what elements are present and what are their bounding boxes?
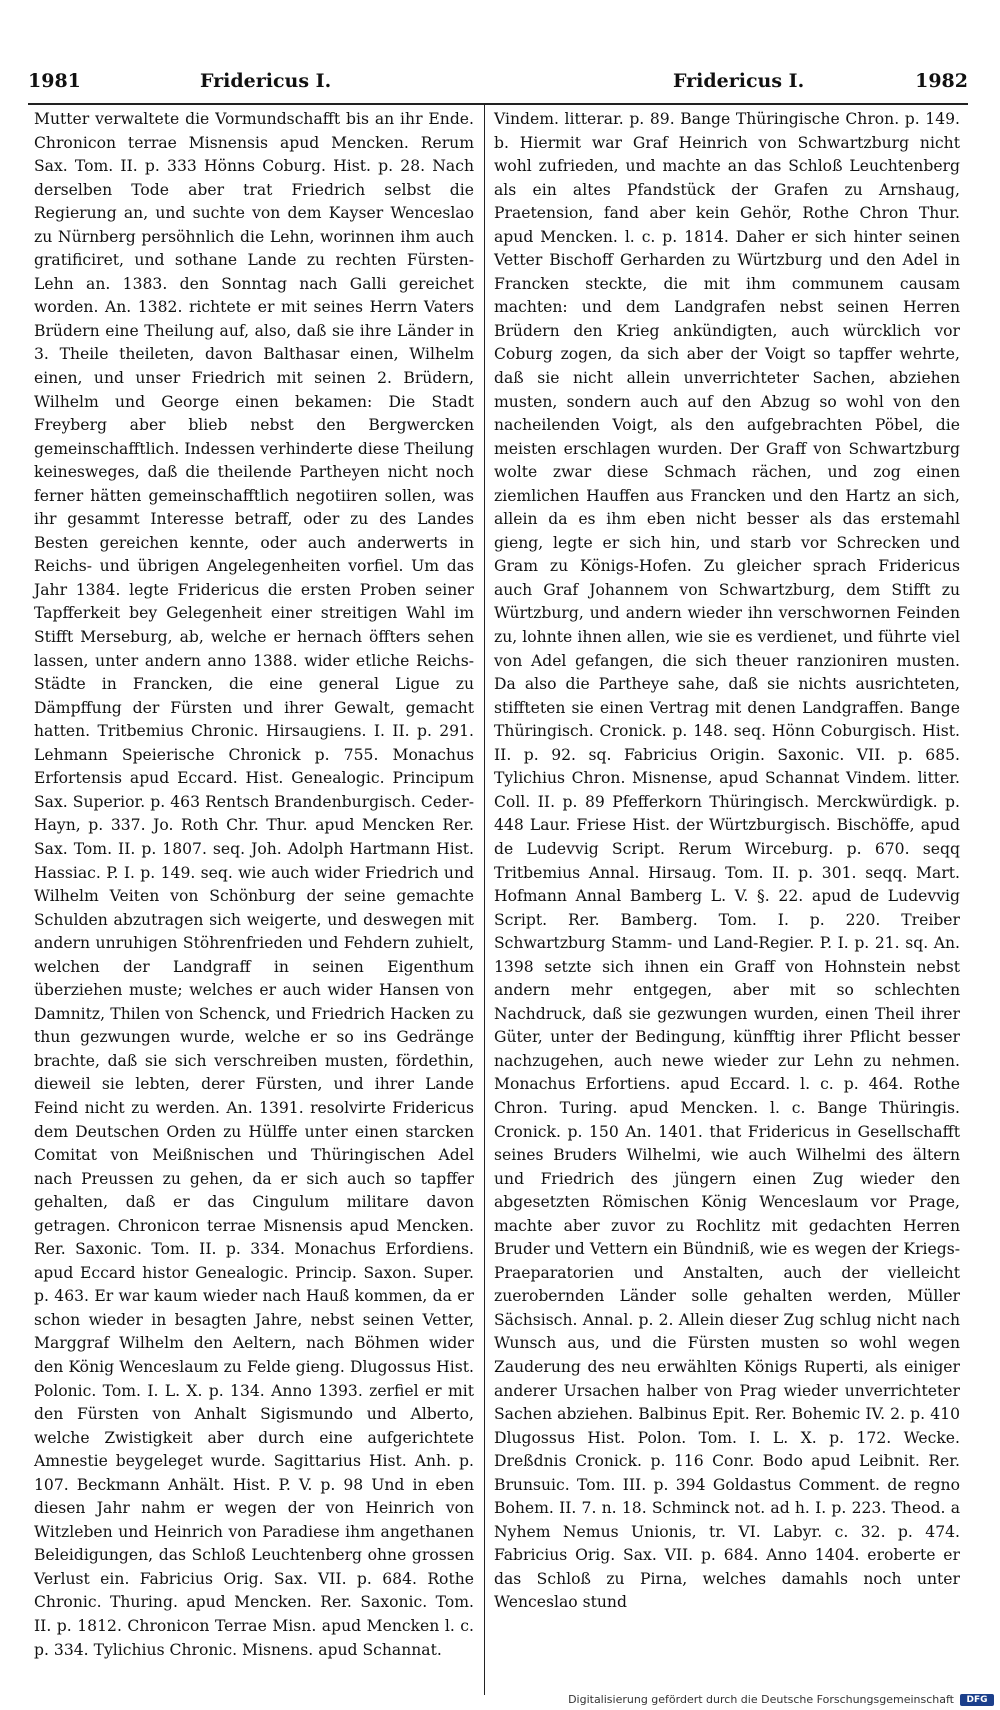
- left-column-text: Mutter verwaltete die Vormundschafft bis an ihr Ende. Chronicon terrae Misnensis apud Mencken. Rerum Sax. Tom. II. p. 333 Hönns Coburg. Hist. p. 28. Nach derselben Tode aber trat Friedrich selbst die Regierung an, und suchte von dem Kayser Wenceslao zu Nürnberg persöhnlich die Lehn, worinnen ihm auch gratificiret, und sothane Lande zu rechten Fürsten-Lehn an. 1383. den Sonntag nach Galli gereichet worden. An. 1382. richtete er mit seines Herrn Vaters Brüdern eine Theilung auf, also, daß sie ihre Länder in 3. Theile theileten, davon Balthasar einen, Wilhelm einen, und unser Friedrich mit seinen 2. Brüdern, Wilhelm und George einen bekamen: Die Stadt Freyberg aber blieb nebst den Bergwercken gemeinschafftlich. Indessen verhinderte diese Theilung keinesweges, daß die theilende Partheyen nicht noch ferner hätten gemeinschafftlich negotiiren sollen, was ihr gesammt Interesse betraff, oder zu des Landes Besten gereichen kennte, oder auch anderwerts in Reichs- und übrigen Angelegenheiten vorfiel. Um das Jahr 1384. legte Fridericus die ersten Proben seiner Tapfferkeit bey Gelegenheit einer streitigen Wahl im Stifft Merseburg, ab, welche er hernach öffters sehen lassen, unter andern anno 1388. wider etliche Reichs-Städte in Francken, die eine general Ligue zu Dämpffung der Fürsten und ihrer Gewalt, gemacht hatten. Tritbemius Chronic. Hirsaugiens. I. II. p. 291. Lehmann Speierische Chronick p. 755. Monachus Erfortensis apud Eccard. Hist. Genealogic. Principum Sax. Superior. p. 463 Rentsch Brandenburgisch. Ceder-Hayn, p. 337. Jo. Roth Chr. Thur. apud Mencken Rer. Sax. Tom. II. p. 1807. seq. Joh. Adolph Hartmann Hist. Hassiac. P. I. p. 149. seq. wie auch wider Friedrich und Wilhelm Veiten von Schönburg der seine gemachte Schulden abzutragen sich weigerte, und deswegen mit andern unruhigen Stöhrenfrieden und Fehdern zuhielt, welchen der Landgraff in seinen Eigenthum überziehen muste; welches er auch wider Hansen von Damnitz, Thilen von Schenck, und Friedrich Hacken zu thun gezwungen wurde, welche er so ins Gedränge brachte, daß sie sich verschreiben musten, fördethin, dieweil sie lebten, derer Fürsten, und ihrer Lande Feind nicht zu werden. An. 1391. resolvirte Fridericus dem Deutschen Orden zu Hülffe unter einen starcken Comitat von Meißnischen und Thüringischen Adel nach Preussen zu gehen, da er sich auch so tapffer gehalten, daß er das Cingulum militare davon getragen. Chronicon terrae Misnensis apud Mencken. Rer. Saxonic. Tom. II. p. 334. Monachus Erfordiens. apud Eccard histor Genealogic. Princip. Saxon. Super. p. 463. Er war kaum wieder nach Hauß kommen, da er schon wieder in besagten Jahre, nebst seinen Vetter, Marggraf Wilhelm den Aeltern, nach Böhmen wider den König Wenceslaum zu Felde gieng. Dlugossus Hist. Polonic. Tom. I. L. X. p. 134. Anno 1393. zerfiel er mit den Fürsten von Anhalt Sigismundo und Alberto, welche Zwistigkeit aber durch eine aufgerichtete Amnestie beygeleget wurde. Sagittarius Hist. Anh. p. 107. Beckmann Anhält. Hist. P. V. p. 98 Und in eben diesen Jahr nahm er wegen der von Heinrich von Witzleben und Heinrich von Paradiese ihm angethanen Beleidigungen, das Schloß Leuchtenberg ohne grossen Verlust ein. Fabricius Orig. Sax. VII. p. 684. Rothe Chronic. Thuring. apud Mencken. Rer. Saxonic. Tom. II. p. 1812. Chronicon Terrae Misn. apud Mencken l. c. p. 334. Tylichius Chronic. Misnens. apud Schannat.: [34, 110, 479, 1659]
- dfg-logo: DFG: [960, 1694, 994, 1706]
- digitization-credit: Digitalisierung gefördert durch die Deutsche Forschungsgemeinschaft: [568, 1693, 954, 1706]
- running-title-left: Fridericus I.: [200, 70, 332, 92]
- running-title-right: Fridericus I.: [673, 70, 805, 92]
- header-rule: [28, 103, 968, 105]
- column-divider: [484, 103, 485, 1695]
- left-column: [34, 108, 479, 1662]
- page-number-right: 1982: [915, 70, 968, 92]
- page-number-left: 1981: [28, 70, 81, 92]
- running-header: [28, 70, 968, 100]
- right-column: [494, 108, 965, 1615]
- right-column-text: Vindem. litterar. p. 89. Bange Thüringische Chron. p. 149. b. Hiermit war Graf Heinrich von Schwartzburg nicht wohl zufrieden, und machte an das Schloß Leuchtenberg als ein altes Pfandstück der Grafen zu Arnshaug, Praetension, fand aber kein Gehör, Rothe Chron Thur. apud Mencken. l. c. p. 1814. Daher er sich hinter seinen Vetter Bischoff Gerharden zu Würtzburg und den Adel in Francken steckte, die mit ihm communem causam machten: und dem Landgrafen nebst seinen Herren Brüdern den Krieg ankündigten, auch würcklich vor Coburg zogen, da sich aber der Voigt so tapffer wehrte, daß sie nicht allein unverrichteter Sachen, abziehen musten, sondern auch auf den Abzug so wohl von den nacheilenden Voigt, als den aufgebrachten Pöbel, die meisten erschlagen wurden. Der Graff von Schwartzburg wolte zwar diese Schmach rächen, und zog einen ziemlichen Hauffen aus Francken und den Hartz an sich, allein da es ihm eben nicht besser als das erstemahl gieng, legte er sich hin, und starb vor Schrecken und Gram zu Königs-Hofen. Zu gleicher sprach Fridericus auch Graf Johannem von Schwartzburg, dem Stifft zu Würtzburg, und andern wieder ihn verschwornen Feinden zu, lohnte ihnen allen, wie sie es verdienet, und führte viel von Adel gefangen, die sich theuer ranzioniren musten. Da also die Partheye sahe, daß sie nichts ausrichteten, stiffteten sie einen Vertrag mit denen Landgraffen. Bange Thüringisch. Cronick. p. 148. seq. Hönn Coburgisch. Hist. II. p. 92. sq. Fabricius Origin. Saxonic. VII. p. 685. Tylichius Chron. Misnense, apud Schannat Vindem. litter. Coll. II. p. 89 Pfefferkorn Thüringisch. Merckwürdigk. p. 448 Laur. Friese Hist. der Würtzburgisch. Bischöffe, apud de Ludevvig Script. Rerum Wirceburg. p. 670. seqq Tritbemius Annal. Hirsaug. Tom. II. p. 301. seqq. Mart. Hofmann Annal Bamberg L. V. §. 22. apud de Ludevvig Script. Rer. Bamberg. Tom. I. p. 220. Treiber Schwartzburg Stamm- und Land-Regier. P. I. p. 21. sq. An. 1398 setzte sich ihnen ein Graff von Hohnstein nebst andern mehr entgegen, aber mit so schlechten Nachdruck, daß sie gezwungen wurden, einen Theil ihrer Güter, unter der Bedingung, künfftig ihrer Pflicht besser nachzugehen, auch newe wieder zur Lehn zu nehmen. Monachus Erfortiens. apud Eccard. l. c. p. 464. Rothe Chron. Turing. apud Mencken. l. c. Bange Thüringis. Cronick. p. 150 An. 1401. that Fridericus in Gesellschafft seines Bruders Wilhelmi, wie auch Wilhelmi des ältern und Friedrich des jüngern einen Zug wieder den abgesetzten Römischen König Wenceslaum vor Prage, machte aber zuvor zu Rochlitz mit gedachten Herren Bruder und Vettern ein Bündniß, wie es wegen der Kriegs-Praeparatorien und Anstalten, auch der vielleicht zuerobernden Länder solle gehalten werden, Müller Sächsisch. Annal. p. 2. Allein dieser Zug schlug nicht nach Wunsch aus, und die Fürsten musten so wohl wegen Zauderung des neu erwählten Königs Ruperti, als einiger anderer Ursachen halber von Prag wieder unverrichteter Sachen abziehen. Balbinus Epit. Rer. Bohemic IV. 2. p. 410 Dlugossus Hist. Polon. Tom. I. L. X. p. 172. Wecke. Dreßdnis Cronick. p. 116 Conr. Bodo apud Leibnit. Rer. Brunsuic. Tom. III. p. 394 Goldastus Comment. de regno Bohem. II. 7. n. 18. Schminck not. ad h. I. p. 223. Theod. a Nyhem Nemus Unionis, tr. VI. Labyr. c. 32. p. 474. Fabricius Orig. Sax. VII. p. 684. Anno 1404. eroberte er das Schloß zu Pirna, welches damahls noch unter Wenceslao stund: [494, 110, 965, 1612]
